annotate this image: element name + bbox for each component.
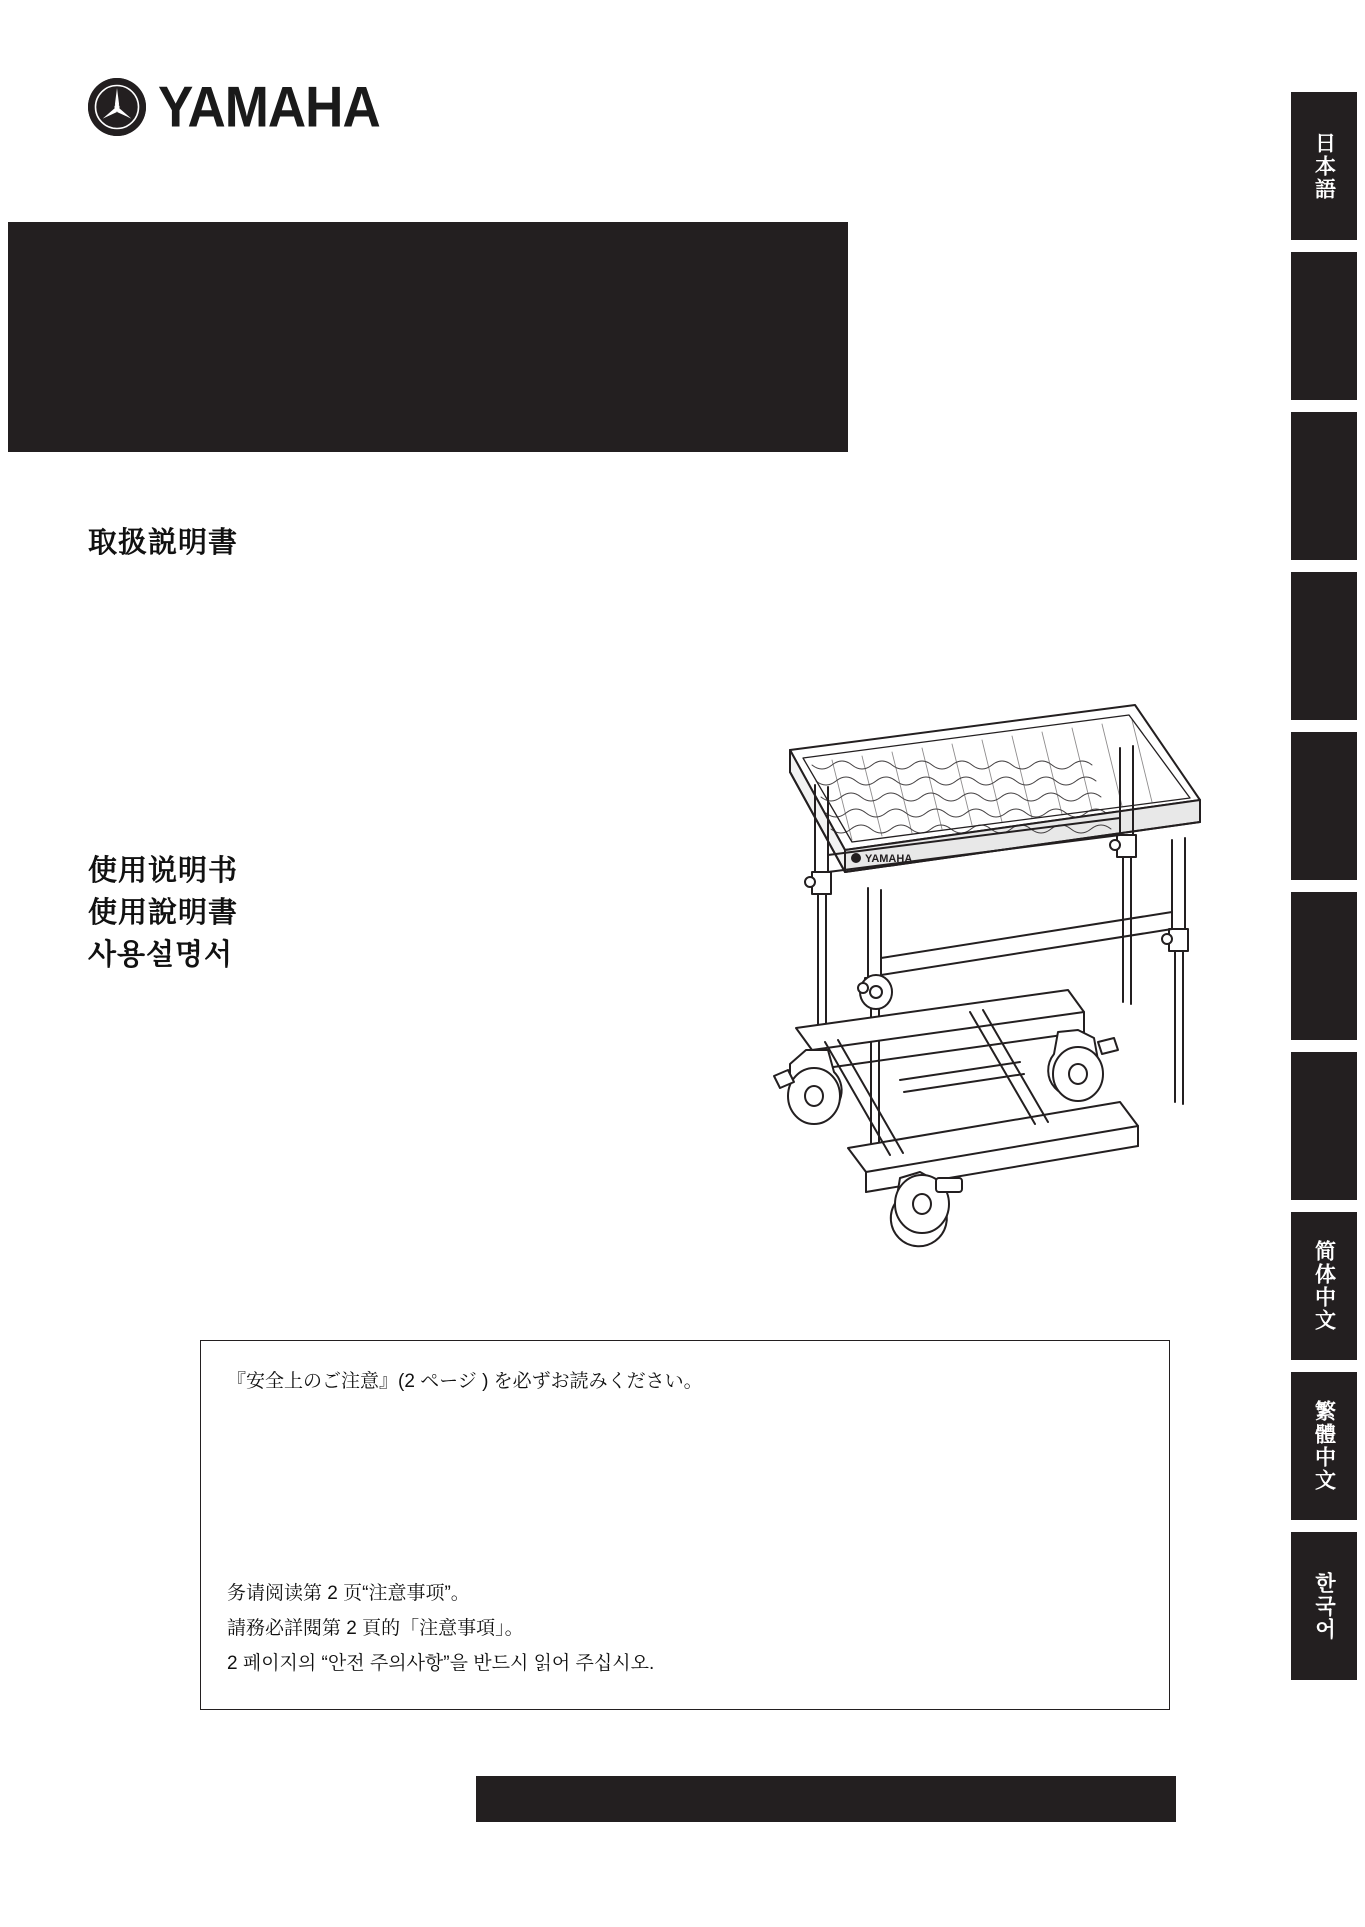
language-tab-label: 日本語 [1312,131,1336,201]
yamaha-logo [88,75,380,139]
instrument-stand-illustration [600,650,1220,1300]
footer-band [476,1776,1176,1822]
manual-title-simplified-chinese: 使用说明书 [88,855,239,887]
language-tab-blank-1[interactable] [1291,252,1357,400]
manual-titles-other-languages [88,850,238,976]
safety-notice-korean: 2 페이지의 “안전 주의사항”을 반드시 읽어 주십시오. [227,1652,655,1674]
language-tab-simplified-chinese[interactable] [1291,1212,1357,1360]
yamaha-tuning-fork-icon [88,78,146,136]
manual-title-japanese: 取扱説明書 [88,527,239,559]
language-tab-blank-3[interactable] [1291,572,1357,720]
language-tab-label: 繁體中文 [1312,1400,1336,1492]
language-tab-blank-4[interactable] [1291,732,1357,880]
safety-notice-other-languages [227,1576,654,1681]
language-tab-label: 简体中文 [1312,1240,1336,1332]
illustration-logo-label: YAMAHA [865,853,913,865]
language-tab-blank-5[interactable] [1291,892,1357,1040]
language-tab-label: 한국어 [1312,1571,1336,1641]
language-tab-strip [1291,92,1357,1680]
language-tab-blank-6[interactable] [1291,1052,1357,1200]
safety-notice-japanese: 『安全上のご注意』(2 ページ ) を必ずお読みください。 [227,1371,703,1392]
manual-title-traditional-chinese: 使用說明書 [88,897,239,930]
language-tab-traditional-chinese[interactable] [1291,1372,1357,1520]
manual-title-korean: 사용설명서 [88,939,234,972]
safety-notice-box [200,1340,1170,1710]
language-tab-blank-2[interactable] [1291,412,1357,560]
language-tab-japanese[interactable] [1291,92,1357,240]
safety-notice-simplified-chinese: 务请阅读第 2 页“注意事项”。 [227,1582,470,1604]
language-tab-korean[interactable] [1291,1532,1357,1680]
yamaha-wordmark: YAMAHA [158,75,380,139]
model-title-band [8,222,848,452]
safety-notice-traditional-chinese: 請務必詳閱第 2 頁的「注意事項」。 [227,1617,524,1639]
